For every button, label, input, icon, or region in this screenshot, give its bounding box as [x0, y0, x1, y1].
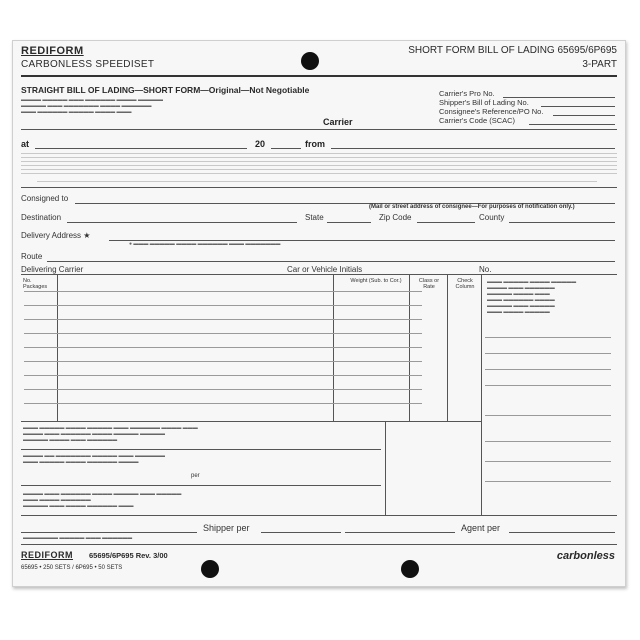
product-name: CARBONLESS SPEEDISET [21, 59, 155, 70]
table-row[interactable] [24, 403, 422, 404]
section-rule [21, 485, 381, 486]
header-rule [21, 75, 617, 77]
carrier-certification: ▬▬▬▬ ▬▬▬ ▬▬▬▬▬▬ ▬▬▬▬ ▬▬▬▬▬ ▬▬▬ ▬▬▬▬▬ ▬▬▬ ▬▬▬▬ ▬▬▬▬▬▬ ▬▬▬▬▬ ▬▬▬ ▬▬▬▬ ▬▬▬▬▬▬ ▬▬▬ [23, 491, 182, 509]
year-label: 20 [255, 139, 266, 149]
delivery-address-label: Delivery Address ★ [21, 231, 91, 240]
section-rule [21, 449, 381, 450]
zip-field[interactable] [417, 222, 475, 223]
table-row[interactable] [24, 361, 422, 362]
punch-hole [401, 560, 419, 578]
signature-line[interactable] [485, 369, 611, 370]
fine-print-line [21, 169, 617, 170]
signature-line[interactable] [485, 461, 611, 462]
table-row[interactable] [24, 333, 422, 334]
county-label: County [479, 213, 505, 222]
table-divider [333, 275, 334, 421]
section-rule [21, 129, 617, 130]
from-label: from [305, 139, 325, 149]
packages-header: No. Packages [23, 278, 48, 290]
signature-line[interactable] [485, 385, 611, 386]
section-rule [21, 544, 617, 545]
carrier-label: Carrier [323, 117, 353, 127]
table-divider [409, 275, 410, 421]
mail-note: (Mail or street address of consignee—For purposes of notification only.) [369, 204, 575, 210]
section-rule [21, 274, 617, 275]
footer-brand-logo: REDIFORM [21, 550, 73, 560]
fine-print-line [21, 157, 617, 158]
table-row[interactable] [24, 305, 422, 306]
shipper-per-label: Shipper per [203, 523, 250, 533]
fine-print-line [21, 153, 617, 154]
fine-print-line [21, 165, 617, 166]
county-field[interactable] [509, 222, 615, 223]
destination-label: Destination [21, 213, 62, 222]
table-divider [385, 421, 386, 515]
weight-header: Weight (Sub. to Cor.) [350, 278, 402, 284]
shipper-bol-field[interactable] [541, 106, 615, 107]
year-field[interactable] [271, 148, 301, 149]
terms-fine-print: ▬▬▬ ▬▬▬▬▬ ▬▬▬▬ ▬▬▬▬▬ ▬▬▬▬ ▬▬▬ ▬▬▬▬▬▬ ▬▬▬▬▬ ▬▬▬▬ ▬▬▬ ▬▬▬ ▬▬▬▬▬▬ ▬▬▬▬ ▬▬▬▬▬ ▬▬▬ ▬▬▬▬▬ ▬▬▬ ▬▬▬▬ ▬▬▬▬▬ [487, 279, 577, 315]
carrier-code-label: Carrier's Code (SCAC) [439, 116, 516, 125]
signature-line[interactable] [485, 353, 611, 354]
form-number: 65695/6P695 Rev. 3/00 [89, 551, 168, 560]
consignee-ref-field[interactable] [553, 115, 615, 116]
permanent-address-note: ▬▬▬▬▬▬▬ ▬▬▬▬▬ ▬▬▬ ▬▬▬▬▬▬ [23, 535, 133, 541]
section-rule [21, 187, 617, 188]
agent-per-field[interactable] [509, 532, 615, 533]
fine-print-line [21, 161, 617, 162]
from-field[interactable] [331, 148, 615, 149]
check-header: Check Column [455, 278, 475, 290]
delivery-note: ● ▬▬▬ ▬▬▬▬▬ ▬▬▬▬ ▬▬▬▬▬▬ ▬▬▬ ▬▬▬▬▬▬▬ [129, 241, 281, 247]
shipper-bol-label: Shipper's Bill of Lading No. [439, 98, 529, 107]
section-rule [21, 515, 617, 516]
signature-line[interactable] [485, 337, 611, 338]
table-row[interactable] [24, 375, 422, 376]
fine-print-line [37, 181, 597, 182]
consigned-to-label: Consigned to [21, 194, 69, 203]
carrier-pro-label: Carrier's Pro No. [439, 89, 495, 98]
class-header: Class or Rate [418, 278, 440, 290]
signature-line[interactable] [485, 415, 611, 416]
section-rule [21, 421, 481, 422]
table-row[interactable] [24, 319, 422, 320]
delivering-carrier-label: Delivering Carrier [21, 265, 84, 274]
car-vehicle-label: Car or Vehicle Initials [287, 265, 363, 274]
agent-per-label: Agent per [461, 523, 501, 533]
shipper-per-field[interactable] [261, 532, 341, 533]
table-row[interactable] [24, 291, 422, 292]
state-field[interactable] [327, 222, 371, 223]
route-field[interactable] [47, 261, 615, 262]
per-label: per [191, 473, 200, 479]
declaration-fine-print: ▬▬▬ ▬▬▬▬▬ ▬▬▬▬ ▬▬▬▬▬ ▬▬▬ ▬▬▬▬▬▬ ▬▬▬▬ ▬▬▬ ▬▬▬▬ ▬▬▬ ▬▬▬▬▬▬ ▬▬▬▬ ▬▬▬▬▬ ▬▬▬▬▬ ▬▬▬▬▬ ▬▬▬▬ ▬▬▬ ▬▬▬▬▬▬ [23, 425, 198, 443]
fine-print-header: ▬▬▬▬ ▬▬▬▬▬ ▬▬▬ ▬▬▬▬▬▬ ▬▬▬▬ ▬▬▬▬▬ ▬▬▬▬▬ ▬▬▬ ▬▬▬▬▬▬▬ ▬▬▬▬ ▬▬▬▬▬▬ ▬▬▬ ▬▬▬▬▬▬ ▬▬▬▬▬ ▬▬▬▬ ▬▬▬ [21, 97, 163, 115]
shipper-name-field[interactable] [21, 532, 197, 533]
destination-field[interactable] [67, 222, 297, 223]
value-declaration: ▬▬▬▬ ▬▬ ▬▬▬▬▬▬▬ ▬▬▬▬▬ ▬▬▬ ▬▬▬▬▬▬ ▬▬▬ ▬▬▬▬▬ ▬▬▬▬ ▬▬▬▬▬▬ ▬▬▬▬ [23, 453, 165, 465]
carrier-code-field[interactable] [529, 124, 615, 125]
table-divider [447, 275, 448, 421]
agent-name-field[interactable] [345, 532, 455, 533]
bill-of-lading-form [12, 40, 626, 587]
route-label: Route [21, 252, 43, 261]
signature-line[interactable] [485, 481, 611, 482]
at-field[interactable] [35, 148, 247, 149]
at-label: at [21, 139, 30, 149]
form-title: SHORT FORM BILL OF LADING 65695/6P695 [408, 45, 617, 56]
table-divider [481, 275, 482, 515]
table-row[interactable] [24, 347, 422, 348]
state-label: State [305, 213, 324, 222]
consignee-ref-label: Consignee's Reference/PO No. [439, 107, 544, 116]
zip-label: Zip Code [379, 213, 412, 222]
form-parts: 3-PART [582, 59, 617, 70]
fine-print-line [21, 173, 617, 174]
punch-hole [301, 52, 319, 70]
carbonless-logo: carbonless [556, 550, 615, 562]
brand-logo: REDIFORM [21, 45, 84, 57]
no-label: No. [479, 265, 492, 274]
punch-hole [201, 560, 219, 578]
form-subtitle: STRAIGHT BILL OF LADING—SHORT FORM—Original—Not Negotiable [21, 85, 310, 95]
signature-line[interactable] [485, 441, 611, 442]
table-divider [57, 275, 58, 421]
sets-info: 65695 • 250 SETS / 6P695 • 50 SETS [21, 565, 123, 571]
table-row[interactable] [24, 389, 422, 390]
